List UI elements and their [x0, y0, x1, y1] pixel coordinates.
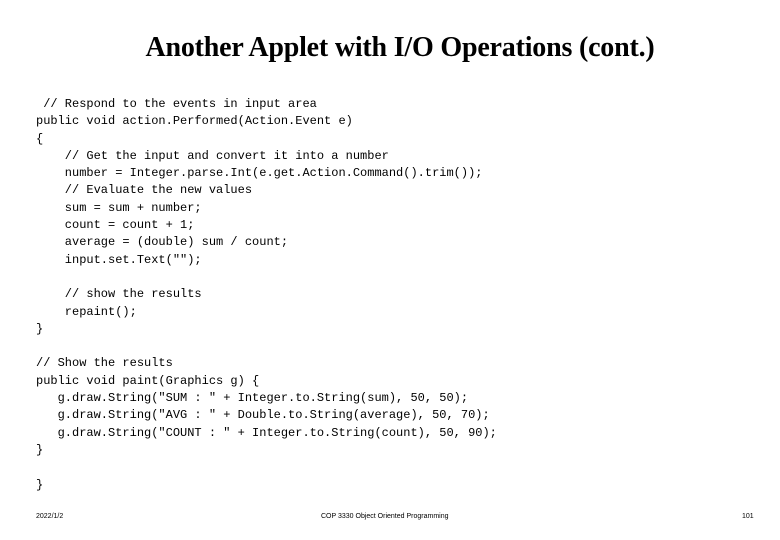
footer-date: 2022/1/2 — [36, 513, 64, 520]
code-line: g.draw.String("AVG : " + Double.to.String(average), 50, 70); — [36, 408, 490, 423]
code-line: g.draw.String("SUM : " + Integer.to.String(sum), 50, 50); — [36, 391, 469, 406]
code-line: // Evaluate the new values — [36, 183, 253, 198]
code-line: number = Integer.parse.Int(e.get.Action.Command().trim()); — [36, 166, 483, 181]
code-line: repaint(); — [36, 304, 137, 319]
code-line: // show the results — [36, 287, 202, 302]
code-line: { — [36, 131, 44, 146]
code-line: public void paint(Graphics g) { — [36, 373, 260, 388]
slide-title: Another Applet with I/O Operations (cont.) — [145, 32, 655, 63]
code-line: count = count + 1; — [36, 218, 195, 233]
footer-page-number: 101 — [742, 513, 754, 520]
code-line — [36, 459, 497, 476]
code-line: } — [36, 321, 44, 336]
code-line: } — [36, 442, 44, 457]
code-line — [36, 338, 497, 355]
footer-course: COP 3330 Object Oriented Programming — [321, 513, 449, 520]
code-line: sum = sum + number; — [36, 200, 202, 215]
code-line: g.draw.String("COUNT : " + Integer.to.String(count), 50, 90); — [36, 425, 497, 440]
code-line: input.set.Text(""); — [36, 252, 202, 267]
code-block — [36, 96, 497, 494]
code-line: // Get the input and convert it into a number — [36, 148, 389, 163]
code-line: // Show the results — [36, 356, 173, 371]
code-line: average = (double) sum / count; — [36, 235, 289, 250]
code-line — [36, 269, 497, 286]
code-line: // Respond to the events in input area — [36, 97, 317, 111]
code-line: } — [36, 477, 44, 492]
code-line: public void action.Performed(Action.Event e) — [36, 114, 353, 129]
